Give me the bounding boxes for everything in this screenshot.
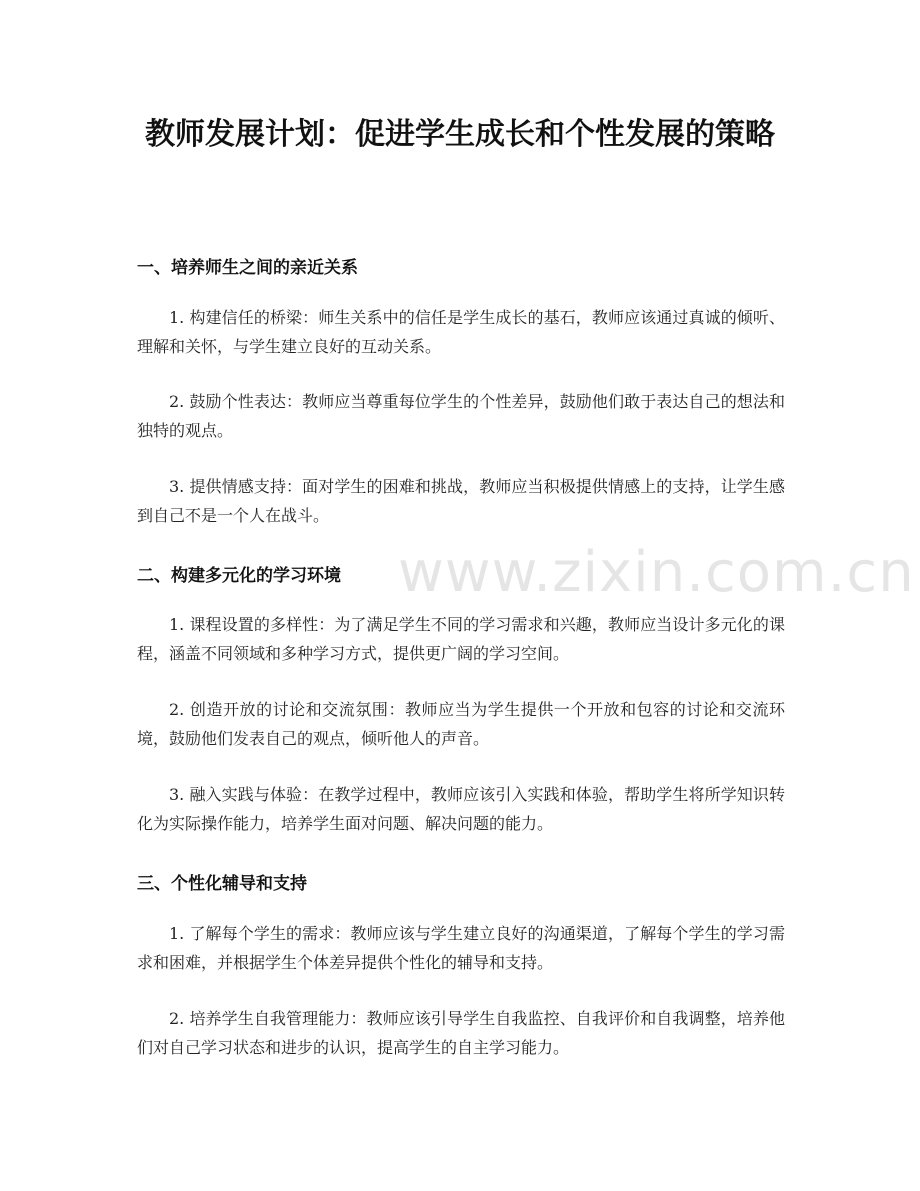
section-1-item-1: 1. 构建信任的桥梁：师生关系中的信任是学生成长的基石，教师应该通过真诚的倾听、理解和关怀，与学生建立良好的互动关系。 [137,308,785,356]
section-2-item-2: 2. 创造开放的讨论和交流氛围：教师应当为学生提供一个开放和包容的讨论和交流环境，鼓励他们发表自己的观点，倾听他人的声音。 [137,700,785,748]
document-title: 教师发展计划：促进学生成长和个性发展的策略 [145,117,775,152]
section-1-item-2: 2. 鼓励个性表达：教师应当尊重每位学生的个性差异，鼓励他们敢于表达自己的想法和独特的观点。 [137,392,785,440]
section-heading-1: 一、培养师生之间的亲近关系 [137,258,358,278]
section-2-item-1: 1. 课程设置的多样性：为了满足学生不同的学习需求和兴趣，教师应当设计多元化的课程，涵盖不同领域和多种学习方式，提供更广阔的学习空间。 [137,615,785,663]
section-1-item-3: 3. 提供情感支持：面对学生的困难和挑战，教师应当积极提供情感上的支持，让学生感到自己不是一个人在战斗。 [137,477,785,525]
watermark: www.zixin.com.cn [398,540,915,605]
section-2-item-3: 3. 融入实践与体验：在教学过程中，教师应该引入实践和体验，帮助学生将所学知识转化为实际操作能力，培养学生面对问题、解决问题的能力。 [137,785,785,833]
section-3-item-1: 1. 了解每个学生的需求：教师应该与学生建立良好的沟通渠道，了解每个学生的学习需求和困难，并根据学生个体差异提供个性化的辅导和支持。 [137,924,785,972]
section-heading-2: 二、构建多元化的学习环境 [137,566,341,586]
section-3-item-2: 2. 培养学生自我管理能力：教师应该引导学生自我监控、自我评价和自我调整，培养他们对自己学习状态和进步的认识，提高学生的自主学习能力。 [137,1009,785,1057]
section-heading-3: 三、个性化辅导和支持 [137,874,307,894]
